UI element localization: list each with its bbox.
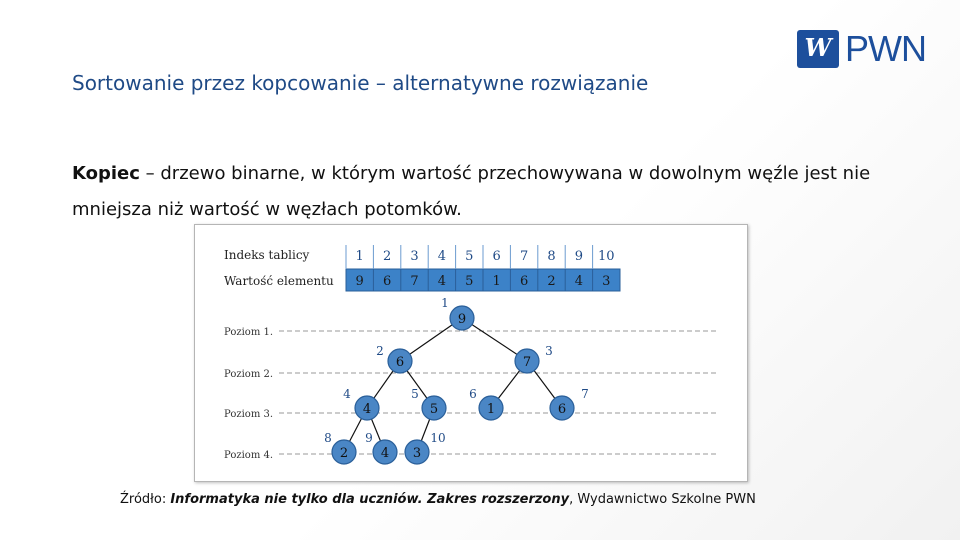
table-value-cell: 4 bbox=[437, 274, 447, 289]
tree-node-index: 10 bbox=[430, 431, 446, 445]
table-value-cell: 4 bbox=[574, 274, 584, 289]
level-label: Poziom 4. bbox=[224, 450, 274, 461]
pwn-logo bbox=[797, 29, 927, 69]
tree-node-index: 6 bbox=[469, 387, 477, 401]
table-index-cell: 2 bbox=[382, 249, 392, 264]
table-index-cell: 8 bbox=[547, 249, 556, 264]
tree-node-value: 3 bbox=[412, 446, 422, 461]
tree-node-value: 1 bbox=[486, 402, 496, 417]
heap-diagram bbox=[195, 225, 747, 481]
tree-node-index: 7 bbox=[581, 387, 589, 401]
definition-term: Kopiec bbox=[72, 163, 140, 184]
tree-node-value: 7 bbox=[522, 355, 532, 370]
tree-node-value: 5 bbox=[429, 402, 439, 417]
source-prefix: Źródło: bbox=[120, 492, 171, 507]
slide-title: Sortowanie przez kopcowanie – alternatywne rozwiązanie bbox=[72, 71, 649, 95]
tree-node-index: 4 bbox=[343, 387, 351, 401]
tree-node-value: 9 bbox=[457, 312, 467, 327]
table-value-cell: 9 bbox=[355, 274, 364, 289]
tree-node-value: 6 bbox=[395, 355, 405, 370]
table-value-cell: 1 bbox=[492, 274, 501, 289]
source-publisher: , Wydawnictwo Szkolne PWN bbox=[569, 492, 756, 507]
tree-node-index: 3 bbox=[545, 344, 553, 358]
tree-node-index: 5 bbox=[411, 387, 419, 401]
table-index-cell: 7 bbox=[519, 249, 529, 264]
level-label: Poziom 2. bbox=[224, 369, 274, 380]
table-index-cell: 1 bbox=[355, 249, 364, 264]
tree-node-index: 2 bbox=[376, 344, 384, 358]
tree-node-index: 1 bbox=[441, 296, 449, 310]
table-index-cell: 4 bbox=[437, 249, 447, 264]
pwn-logo-mark-icon bbox=[797, 30, 839, 68]
table-value-cell: 5 bbox=[465, 274, 474, 289]
table-value-label: Wartość elementu bbox=[224, 274, 334, 288]
tree-node-value: 4 bbox=[362, 402, 372, 417]
table-value-cell: 3 bbox=[602, 274, 611, 289]
tree-node-value: 2 bbox=[339, 446, 349, 461]
heap-definition bbox=[72, 156, 872, 228]
table-index-cell: 9 bbox=[574, 249, 584, 264]
heap-figure bbox=[194, 224, 748, 482]
logo-mark-letter: W bbox=[804, 33, 832, 62]
table-value-cell: 7 bbox=[410, 274, 419, 289]
level-label: Poziom 3. bbox=[224, 409, 274, 420]
definition-text: – drzewo binarne, w którym wartość przechowywana w dowolnym węźle jest nie mniejsza niż wartość w węzłach potomków. bbox=[72, 163, 871, 220]
table-value-cell: 2 bbox=[547, 274, 556, 289]
tree-node-value: 6 bbox=[557, 402, 567, 417]
table-index-cell: 3 bbox=[410, 249, 419, 264]
tree-node-value: 4 bbox=[380, 446, 390, 461]
source-book-title: Informatyka nie tylko dla uczniów. Zakres rozszerzony bbox=[170, 492, 570, 507]
level-label: Poziom 1. bbox=[224, 327, 274, 338]
tree-node-index: 8 bbox=[324, 431, 332, 445]
table-value-cell: 6 bbox=[519, 274, 529, 289]
logo-text: PWN bbox=[845, 28, 926, 69]
tree-node-index: 9 bbox=[365, 431, 373, 445]
table-index-cell: 10 bbox=[598, 249, 615, 264]
source-caption bbox=[120, 492, 840, 507]
table-index-cell: 5 bbox=[465, 249, 474, 264]
table-index-label: Indeks tablicy bbox=[224, 248, 310, 262]
table-index-cell: 6 bbox=[492, 249, 501, 264]
table-value-cell: 6 bbox=[382, 274, 392, 289]
